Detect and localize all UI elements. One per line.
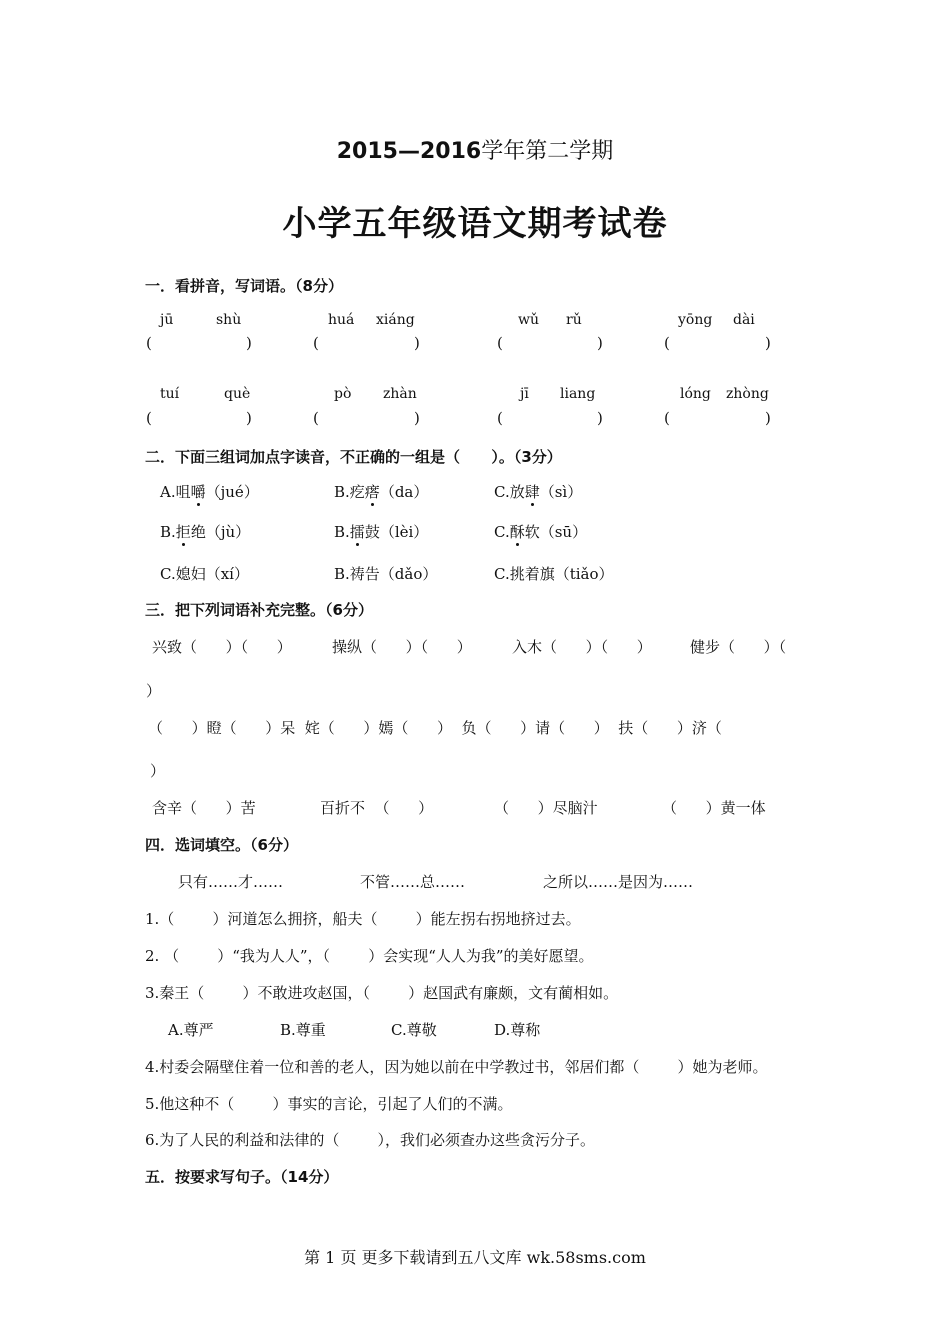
idiom-blank: （ ）黄一体 bbox=[662, 799, 766, 817]
section-5-heading: 五．按要求写句子。（14分） bbox=[145, 1168, 339, 1186]
option-c: C.尊敬 bbox=[391, 1021, 437, 1039]
option-a-row3: C.媳妇（xí） bbox=[160, 565, 249, 583]
pinyin: què bbox=[224, 386, 251, 402]
question-3: 3.秦王（ ）不敢进攻赵国，（ ）赵国武有廉颇，文有蔺相如。 bbox=[145, 984, 619, 1002]
answer-open: ( bbox=[313, 334, 319, 352]
answer-open: ( bbox=[664, 334, 670, 352]
idiom-blank: 入木（ ）（ ） bbox=[512, 638, 652, 656]
option-c-row1: C.放肆（sì） bbox=[494, 483, 583, 501]
answer-close: ) bbox=[414, 334, 420, 352]
option-b-row1: B.疙瘩（da） bbox=[334, 483, 429, 501]
answer-close: ) bbox=[597, 409, 603, 427]
pinyin: rǔ bbox=[566, 312, 582, 328]
question-2: 2. （ ）“我为人人”，（ ）会实现“人人为我”的美好愿望。 bbox=[145, 947, 594, 965]
pinyin: yōng bbox=[678, 312, 713, 328]
option-b: B.尊重 bbox=[280, 1021, 326, 1039]
pinyin: pò bbox=[334, 386, 352, 402]
option-b-row2: B.擂鼓（lèi） bbox=[334, 523, 429, 541]
pinyin: jū bbox=[160, 312, 174, 328]
pinyin: jī bbox=[520, 386, 529, 402]
year-range: 2015—2016 bbox=[336, 139, 482, 164]
answer-close: ) bbox=[414, 409, 420, 427]
section-2-heading: 二．下面三组词加点字读音，不正确的一组是（ ）。（3分） bbox=[145, 448, 562, 466]
idiom-blank: 含辛（ ）苦 bbox=[152, 799, 256, 817]
answer-open: ( bbox=[497, 334, 503, 352]
answer-close: ) bbox=[597, 334, 603, 352]
answer-close: ) bbox=[246, 409, 252, 427]
exam-title: 小学五年级语文期考试卷 bbox=[282, 204, 668, 244]
word-choice: 之所以……是因为…… bbox=[543, 873, 694, 891]
idiom-blank-cont: ） bbox=[146, 682, 162, 700]
option-c-row3: C.挑着旗（tiǎo） bbox=[494, 565, 614, 583]
answer-open: ( bbox=[664, 409, 670, 427]
question-6: 6.为了人民的利益和法律的（ ），我们必须查办这些贪污分子。 bbox=[145, 1131, 595, 1149]
answer-close: ) bbox=[765, 334, 771, 352]
exam-term-title bbox=[0, 134, 950, 165]
pinyin: wǔ bbox=[518, 312, 539, 328]
pinyin: liang bbox=[560, 386, 596, 402]
section-3-heading: 三．把下列词语补充完整。（6分） bbox=[145, 601, 373, 619]
option-a: A.尊严 bbox=[168, 1021, 214, 1039]
word-choice: 只有……才…… bbox=[178, 873, 284, 891]
idiom-blank: 操纵（ ）（ ） bbox=[332, 638, 472, 656]
word-choice: 不管……总…… bbox=[360, 873, 466, 891]
term-label: 学年第二学期 bbox=[481, 139, 614, 164]
option-d: D.尊称 bbox=[494, 1021, 541, 1039]
pinyin: zhòng bbox=[726, 386, 769, 402]
pinyin: huá bbox=[328, 312, 355, 328]
pinyin: zhàn bbox=[383, 386, 417, 402]
section-1-heading: 一．看拼音，写词语。（8分） bbox=[145, 277, 343, 295]
idiom-blank: （ ）尽脑汁 bbox=[494, 799, 598, 817]
answer-open: ( bbox=[497, 409, 503, 427]
idiom-blank-cont: ） bbox=[150, 762, 166, 780]
question-5: 5.他这种不（ ）事实的言论，引起了人们的不满。 bbox=[145, 1095, 513, 1113]
idiom-blank: 百折不 （ ） bbox=[320, 799, 434, 817]
page-footer: 第 1 页 更多下载请到五八文库 wk.58sms.com bbox=[304, 1248, 646, 1267]
answer-open: ( bbox=[146, 409, 152, 427]
option-c-row2: C.酥软（sū） bbox=[494, 523, 588, 541]
answer-close: ) bbox=[765, 409, 771, 427]
idiom-blank: 健步（ ）（ bbox=[690, 638, 787, 656]
pinyin: shù bbox=[216, 312, 242, 328]
answer-open: ( bbox=[313, 409, 319, 427]
option-b-row3: B.祷告（dǎo） bbox=[334, 565, 438, 583]
section-4-heading: 四．选词填空。（6分） bbox=[145, 836, 298, 854]
pinyin: tuí bbox=[160, 386, 180, 402]
answer-close: ) bbox=[246, 334, 252, 352]
answer-open: ( bbox=[146, 334, 152, 352]
pinyin: dài bbox=[733, 312, 755, 328]
option-a-row1: A.咀嚼（jué） bbox=[160, 483, 259, 501]
option-a-row2: B.拒绝（jù） bbox=[160, 523, 251, 541]
pinyin: lóng bbox=[680, 386, 711, 402]
idiom-blank-line: （ ）瞪（ ）呆 姹（ ）嫣（ ） 负（ ）请（ ） 扶（ ）济（ bbox=[148, 719, 722, 737]
question-1: 1.（ ）河道怎么拥挤，船夫（ ）能左拐右拐地挤过去。 bbox=[145, 910, 581, 928]
idiom-blank: 兴致（ ）（ ） bbox=[152, 638, 292, 656]
question-4: 4.村委会隔壁住着一位和善的老人，因为她以前在中学教过书，邻居们都（ ）她为老师。 bbox=[145, 1058, 768, 1076]
pinyin: xiáng bbox=[376, 312, 415, 328]
